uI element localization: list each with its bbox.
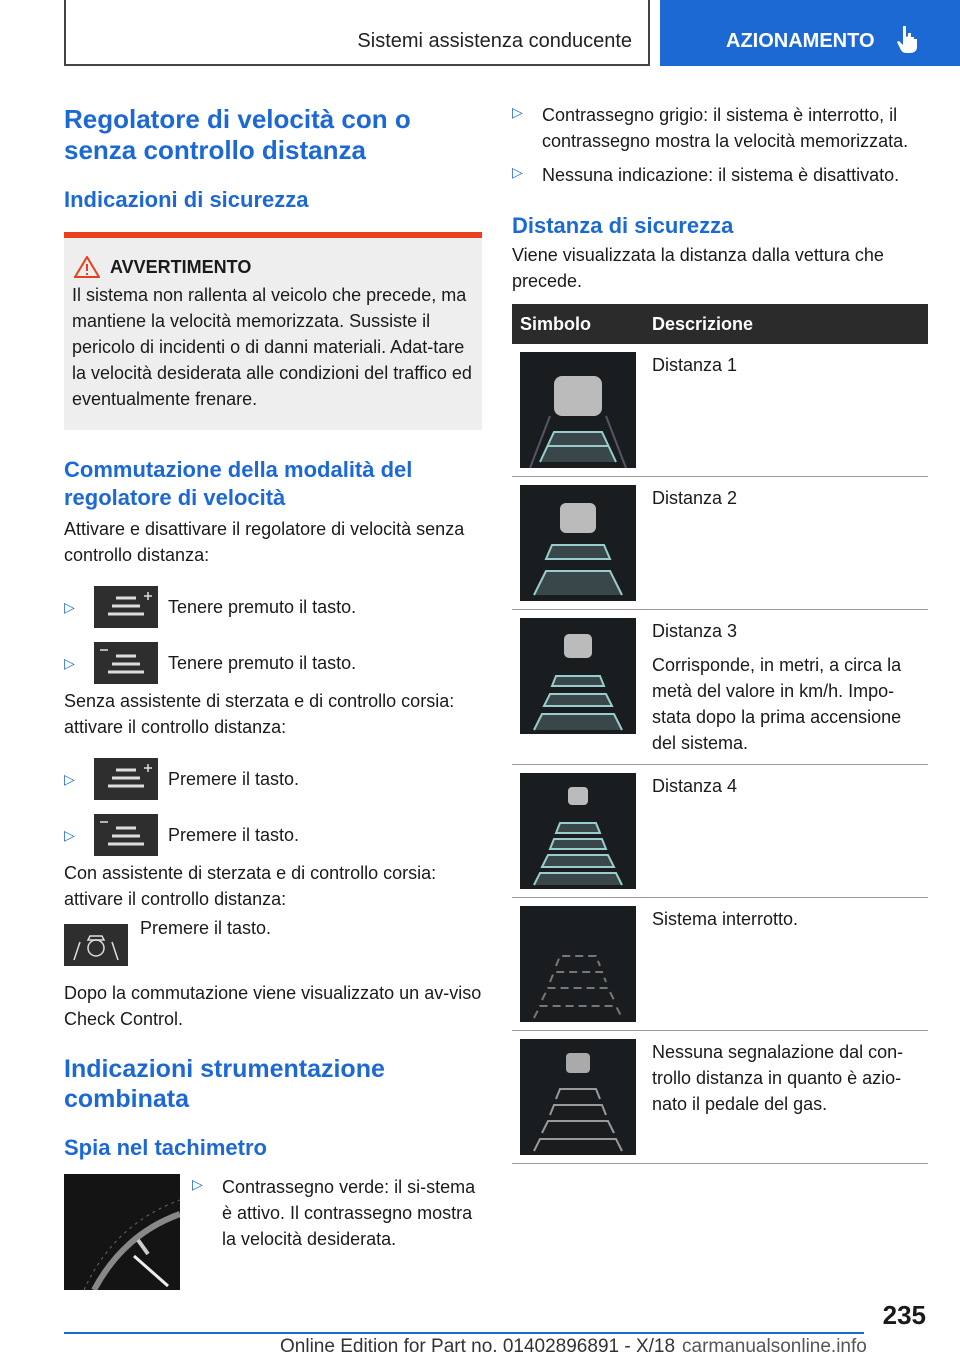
page-title: Regolatore di velocità con o senza controllo distanza	[64, 104, 411, 165]
header-section-title: Sistemi assistenza conducente	[357, 30, 632, 52]
row-title: Distanza 1	[652, 355, 738, 375]
list-item	[64, 918, 482, 980]
bullet-triangle-icon: ▷	[64, 826, 75, 843]
bullet-triangle-icon: ▷	[192, 1176, 203, 1192]
col-desc-header: Descrizione	[644, 304, 928, 344]
lane-assist-key-icon	[64, 924, 128, 966]
list-item	[64, 810, 482, 860]
table-row	[512, 610, 928, 765]
distance-2-icon	[520, 485, 636, 601]
warning-text: Il sistema non rallenta al veicolo che precede, ma mantiene la velocità memorizzata. Sussiste il pericolo di incidenti o di danni materiali. Adat-tare la velocità desiderata alle condizioni del traffico ed eventualmente frenare.	[72, 285, 472, 409]
cruise-minus-key-icon	[94, 642, 158, 684]
table-row	[512, 477, 928, 610]
symbol-cell	[512, 610, 644, 765]
warning-box	[64, 232, 482, 430]
key2-text: Tenere premuto il tasto.	[168, 652, 357, 673]
symbol-cell	[512, 898, 644, 1031]
desc-cell	[644, 610, 928, 765]
watermark-text: carmanualsonline.info	[682, 1336, 867, 1357]
speedometer-image	[64, 1174, 180, 1290]
symbol-cell	[512, 1031, 644, 1164]
cluster-heading: Indicazioni strumentazione combinata	[64, 1055, 385, 1113]
warning-triangle-icon	[74, 256, 100, 278]
bullet-triangle-icon: ▷	[512, 104, 523, 120]
key4-text: Premere il tasto.	[168, 824, 300, 845]
safety-heading: Indicazioni di sicurezza	[64, 187, 309, 212]
cruise-plus-key-icon	[94, 758, 158, 800]
row-title: Nessuna segnalazione dal con-trollo distanza in quanto è azio-nato il pedale del gas.	[652, 1042, 904, 1114]
warning-title-row	[74, 256, 474, 278]
after-switch-text: Dopo la commutazione viene visualizzato un av-viso Check Control.	[64, 983, 482, 1029]
col-symbol-header: Simbolo	[512, 304, 644, 344]
desc-cell	[644, 1031, 928, 1164]
left-column	[64, 100, 482, 1290]
header-chapter-tab	[660, 0, 960, 66]
page-number: 235	[882, 1300, 926, 1330]
row-extra: Corrisponde, in metri, a circa la metà del valore in km/h. Impo-stata dopo la prima accensione del sistema.	[652, 655, 902, 753]
list-item	[512, 162, 928, 188]
footer-divider	[64, 1332, 864, 1334]
distance-heading: Distanza di sicurezza	[512, 213, 734, 238]
distance-4-icon	[520, 773, 636, 889]
warning-title: AVVERTIMENTO	[110, 256, 252, 277]
green-mark-text: Contrassegno verde: il si-stema è attivo. Il contrassegno mostra la velocità desiderata.	[222, 1177, 476, 1249]
key3-text: Premere il tasto.	[168, 768, 300, 789]
distance-1-icon	[520, 352, 636, 468]
row-title: Distanza 4	[652, 776, 738, 796]
bullet-triangle-icon: ▷	[64, 598, 75, 615]
list-item	[512, 102, 928, 154]
page-header	[0, 0, 960, 66]
cruise-plus-key-icon	[94, 586, 158, 628]
distance-table	[512, 304, 928, 1164]
table-row	[512, 1031, 928, 1164]
no-assist-text: Senza assistente di sterzata e di controllo corsia: attivare il controllo distanza:	[64, 691, 455, 737]
key1-text: Tenere premuto il tasto.	[168, 596, 357, 617]
row-title: Distanza 2	[652, 488, 738, 508]
table-row	[512, 344, 928, 477]
list-item	[64, 638, 482, 688]
no-indicator-text: Nessuna indicazione: il sistema è disattivato.	[542, 165, 900, 185]
header-section-box	[64, 0, 650, 66]
right-column	[512, 100, 928, 1164]
bullet-triangle-icon: ▷	[64, 654, 75, 671]
accelerator-override-icon	[520, 1039, 636, 1155]
system-interrupted-icon	[520, 906, 636, 1022]
switch-intro: Attivare e disattivare il regolatore di velocità senza controllo distanza:	[64, 519, 465, 565]
desc-cell	[644, 898, 928, 1031]
distance-3-icon	[520, 618, 636, 734]
desc-cell	[644, 765, 928, 898]
table-header-row	[512, 304, 928, 344]
list-item	[64, 582, 482, 632]
key5-text: Premere il tasto.	[140, 918, 272, 938]
edition-text: Online Edition for Part no. 01402896891 - X/18	[280, 1336, 676, 1357]
symbol-cell	[512, 765, 644, 898]
symbol-cell	[512, 477, 644, 610]
symbol-cell	[512, 344, 644, 477]
list-item	[64, 754, 482, 804]
speedo-row	[64, 1174, 482, 1290]
bullet-triangle-icon: ▷	[512, 164, 523, 180]
distance-intro: Viene visualizzata la distanza dalla vettura che precede.	[512, 245, 884, 291]
pointing-hand-icon	[896, 24, 920, 54]
desc-cell	[644, 344, 928, 477]
with-assist-text: Con assistente di sterzata e di controllo corsia: attivare il controllo distanza:	[64, 863, 437, 909]
speedo-heading: Spia nel tachimetro	[64, 1135, 267, 1160]
table-row	[512, 898, 928, 1031]
desc-cell	[644, 477, 928, 610]
list-item	[192, 1174, 482, 1290]
table-row	[512, 765, 928, 898]
row-title: Distanza 3	[652, 621, 738, 641]
grey-mark-text: Contrassegno grigio: il sistema è interrotto, il contrassegno mostra la velocità memorizzata.	[542, 105, 909, 151]
bullet-triangle-icon: ▷	[64, 770, 75, 787]
row-title: Sistema interrotto.	[652, 909, 799, 929]
header-chapter-title: AZIONAMENTO	[726, 30, 875, 52]
cruise-minus-key-icon	[94, 814, 158, 856]
switch-heading: Commutazione della modalità del regolatore di velocità	[64, 457, 413, 510]
